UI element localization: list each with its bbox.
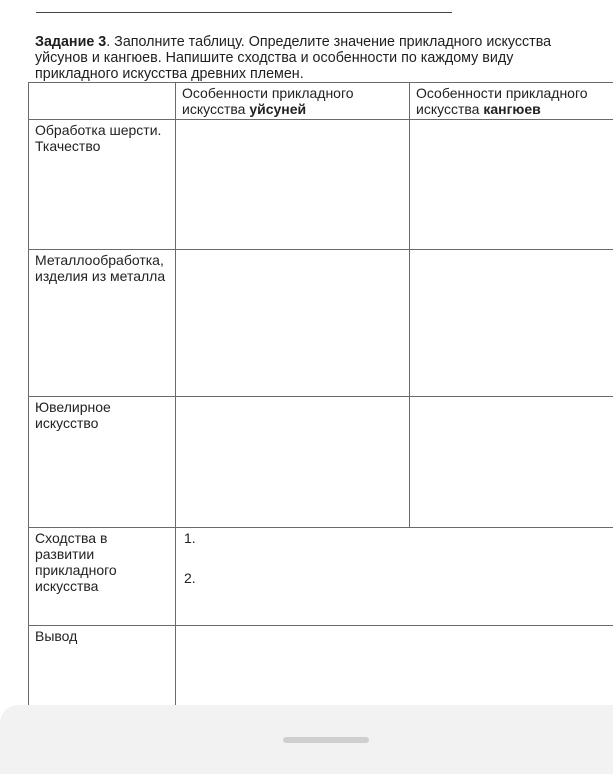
similarity-item-2: 2. [184, 570, 196, 586]
conclusion-row [29, 626, 613, 708]
answer-cell[interactable] [410, 397, 613, 528]
task-label: Задание 3 [35, 34, 107, 50]
similarity-item-1: 1. [184, 530, 196, 546]
top-rule [36, 12, 452, 13]
similarities-label: Сходства в развитии прикладного искусства [29, 528, 176, 626]
header-kangju [410, 83, 613, 120]
header-usun-prefix: Особенности прикладного искусства [182, 85, 354, 117]
header-kangju-prefix: Особенности прикладного искусства [416, 85, 588, 117]
answer-cell[interactable] [410, 250, 613, 397]
header-row [29, 83, 613, 120]
answer-cell[interactable] [176, 120, 410, 250]
similarities-answer-cell[interactable] [176, 528, 613, 626]
home-indicator[interactable] [283, 737, 369, 743]
row-label: Ювелирное искусство [29, 397, 176, 528]
row-label: Обработка шерсти. Ткачество [29, 120, 176, 250]
task-instructions [35, 34, 595, 82]
conclusion-answer-cell[interactable] [176, 626, 613, 708]
worksheet-table [28, 82, 613, 708]
answer-cell[interactable] [176, 250, 410, 397]
answer-cell[interactable] [410, 120, 613, 250]
conclusion-label: Вывод [29, 626, 176, 708]
row-label: Металлообработка, изделия из металла [29, 250, 176, 397]
table-row [29, 120, 613, 250]
header-kangju-bold: кангюев [483, 101, 541, 117]
header-usun-bold: уйсуней [249, 101, 307, 117]
answer-cell[interactable] [176, 397, 410, 528]
table-row [29, 250, 613, 397]
header-empty-cell [29, 83, 176, 120]
table-row [29, 397, 613, 528]
similarities-row [29, 528, 613, 626]
task-text: . Заполните таблицу. Определите значение прикладного искусства уйсунов и кангюев. Напишите сходства и особенности по каждому виду прикладного искусства древних племен. [35, 34, 552, 82]
header-usun [176, 83, 410, 120]
